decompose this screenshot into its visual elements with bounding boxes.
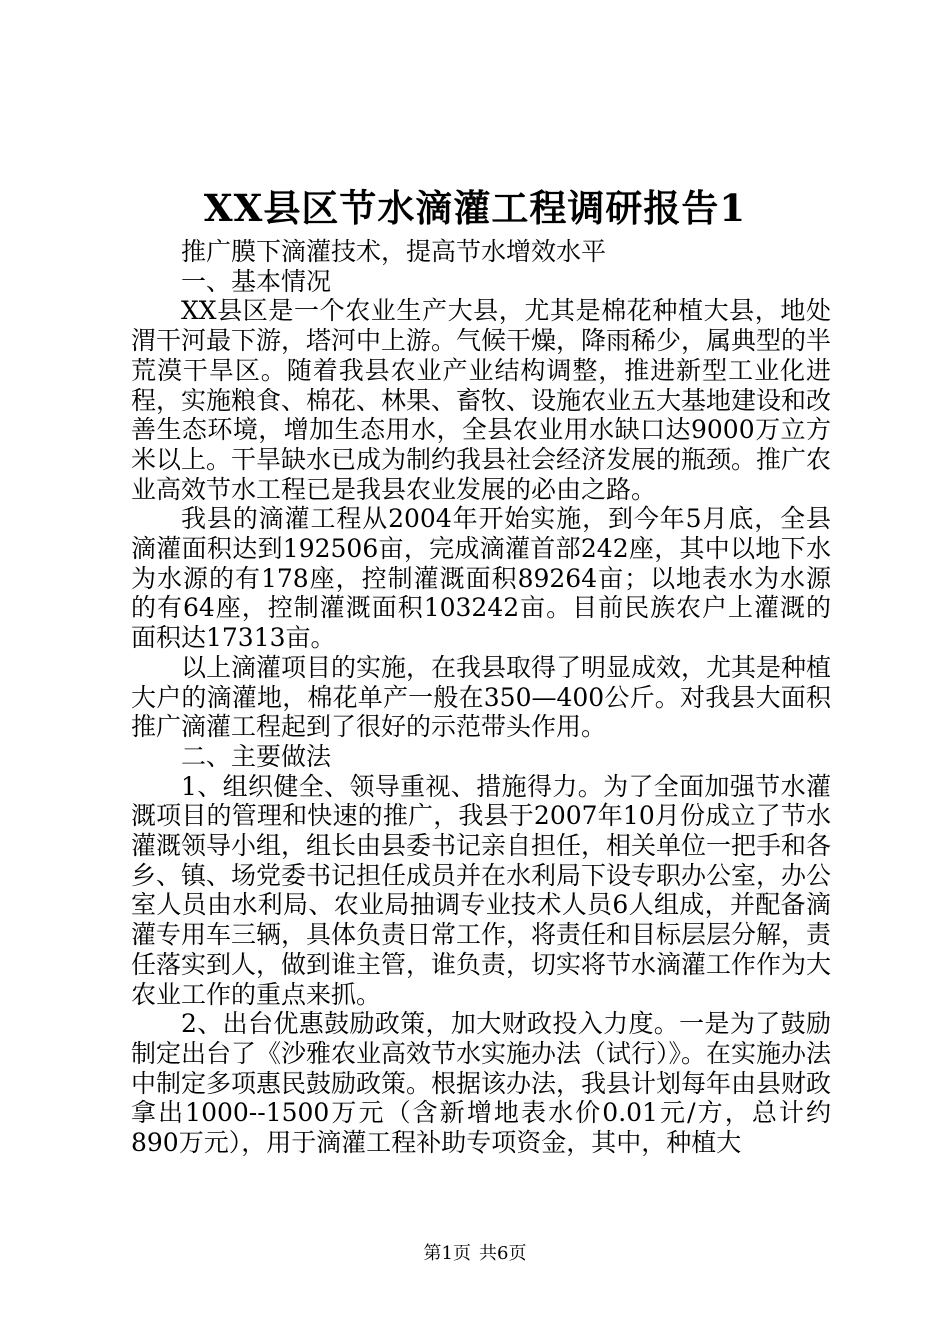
- subtitle-paragraph: 推广膜下滴灌技术，提高节水增效水平: [181, 237, 607, 266]
- page-total: 共6页: [479, 1243, 527, 1264]
- page-footer: [0, 1243, 950, 1265]
- page-number: 第1页: [423, 1243, 471, 1264]
- section-heading-main-practices: 二、主要做法: [181, 741, 332, 771]
- section-heading-basic-situation: 一、基本情况: [181, 266, 332, 296]
- body-paragraph: 1、组织健全、领导重视、措施得力。为了全面加强节水灌溉项目的管理和快速的推广，我县于2007年10月份成立了节水灌溉领导小组，组长由县委书记亲自担任，相关单位一把手和各乡、镇、场党委书记担任成员并在水利局下设专职办公室，办公室人员由水利局、农业局抽调专业技术人员6人组成，并配备滴灌专用车三辆，具体负责日常工作，将责任和目标层层分解，责任落实到人，做到谁主管，谁负责，切实将节水滴灌工作作为大农业工作的重点来抓。: [131, 771, 832, 1009]
- body-paragraph: 2、出台优惠鼓励政策，加大财政投入力度。一是为了鼓励制定出台了《沙雅农业高效节水实施办法（试行）》。在实施办法中制定多项惠民鼓励政策。根据该办法，我县计划每年由县财政拿出1000--1500万元（含新增地表水价0.01元/方，总计约890万元），用于滴灌工程补助专项资金，其中，种植大: [131, 1009, 832, 1158]
- body-paragraph: XX县区是一个农业生产大县，尤其是棉花种植大县，地处渭干河最下游，塔河中上游。气候干燥，降雨稀少，属典型的半荒漠干旱区。随着我县农业产业结构调整，推进新型工业化进程，实施粮食、棉花、林果、畜牧、设施农业五大基地建设和改善生态环境，增加生态用水，全县农业用水缺口达9000万立方米以上。干旱缺水已成为制约我县社会经济发展的瓶颈。推广农业高效节水工程已是我县农业发展的必由之路。: [131, 296, 832, 504]
- body-paragraph: 以上滴灌项目的实施，在我县取得了明显成效，尤其是种植大户的滴灌地，棉花单产一般在350—400公斤。对我县大面积推广滴灌工程起到了很好的示范带头作用。: [131, 652, 832, 742]
- body-paragraph: 我县的滴灌工程从2004年开始实施，到今年5月底，全县滴灌面积达到192506亩，完成滴灌首部242座，其中以地下水为水源的有178座，控制灌溉面积89264亩；以地表水为水源的有64座，控制灌溉面积103242亩。目前民族农户上灌溉的面积达17313亩。: [131, 504, 831, 653]
- document-title: XX县区节水滴灌工程调研报告1: [203, 186, 747, 230]
- document-body: [131, 237, 831, 1158]
